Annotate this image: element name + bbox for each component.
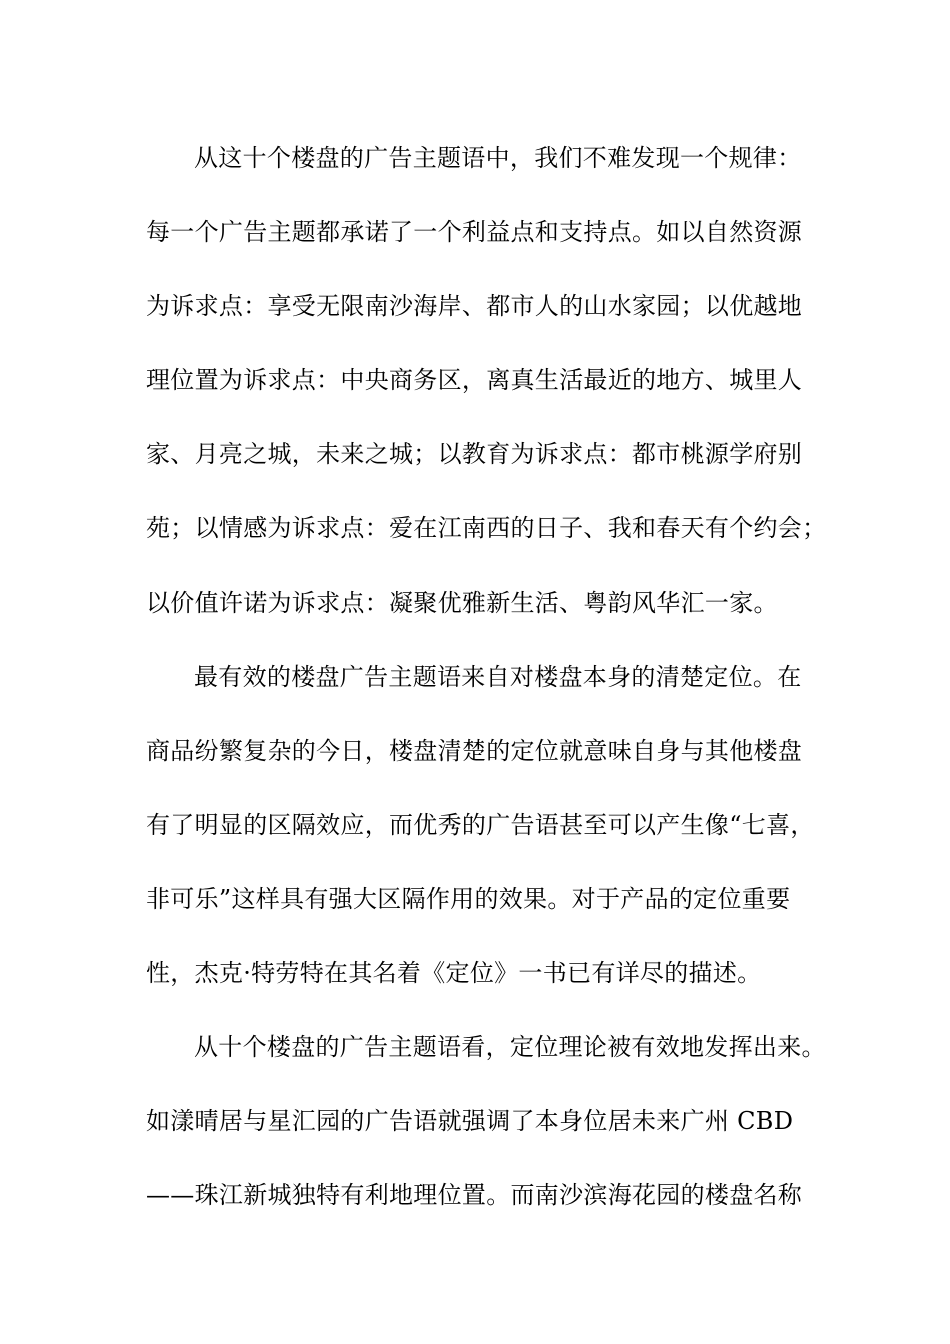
paragraph-1-line-4: 理位置为诉求点：中央商务区，离真生活最近的地方、城里人 — [146, 366, 803, 395]
paragraph-3-line-1: 从十个楼盘的广告主题语看，定位理论被有效地发挥出来。 — [194, 1033, 826, 1062]
paragraph-1-line-2: 每一个广告主题都承诺了一个利益点和支持点。如以自然资源 — [146, 218, 803, 247]
paragraph-1-line-6: 苑；以情感为诉求点：爱在江南西的日子、我和春天有个约会； — [146, 514, 827, 543]
paragraph-2-line-5: 性，杰克·特劳特在其名着《定位》一书已有详尽的描述。 — [146, 959, 762, 988]
paragraph-2-line-4: 非可乐”这样具有强大区隔作用的效果。对于产品的定位重要 — [146, 884, 791, 913]
paragraph-1-line-1: 从这十个楼盘的广告主题语中，我们不难发现一个规律： — [194, 144, 802, 172]
paragraph-3-line-2: 如漾晴居与星汇园的广告语就强调了本身位居未来广州 CBD — [146, 1107, 794, 1136]
paragraph-2-line-1: 最有效的楼盘广告主题语来自对楼盘本身的清楚定位。在 — [194, 662, 802, 691]
paragraph-2-line-3: 有了明显的区隔效应，而优秀的广告语甚至可以产生像“七喜， — [146, 810, 815, 839]
paragraph-1-line-3: 为诉求点：享受无限南沙海岸、都市人的山水家园；以优越地 — [146, 292, 803, 321]
paragraph-3-line-3: ——珠江新城独特有利地理位置。而南沙滨海花园的楼盘名称 — [146, 1181, 803, 1210]
body-text — [146, 132, 826, 1243]
paragraph-2-line-2: 商品纷繁复杂的今日，楼盘清楚的定位就意味自身与其他楼盘 — [146, 736, 803, 765]
paragraph-1-line-5: 家、月亮之城，未来之城；以教育为诉求点：都市桃源学府别 — [146, 440, 803, 469]
paragraph-1-line-7: 以价值许诺为诉求点：凝聚优雅新生活、粤韵风华汇一家。 — [146, 588, 778, 617]
